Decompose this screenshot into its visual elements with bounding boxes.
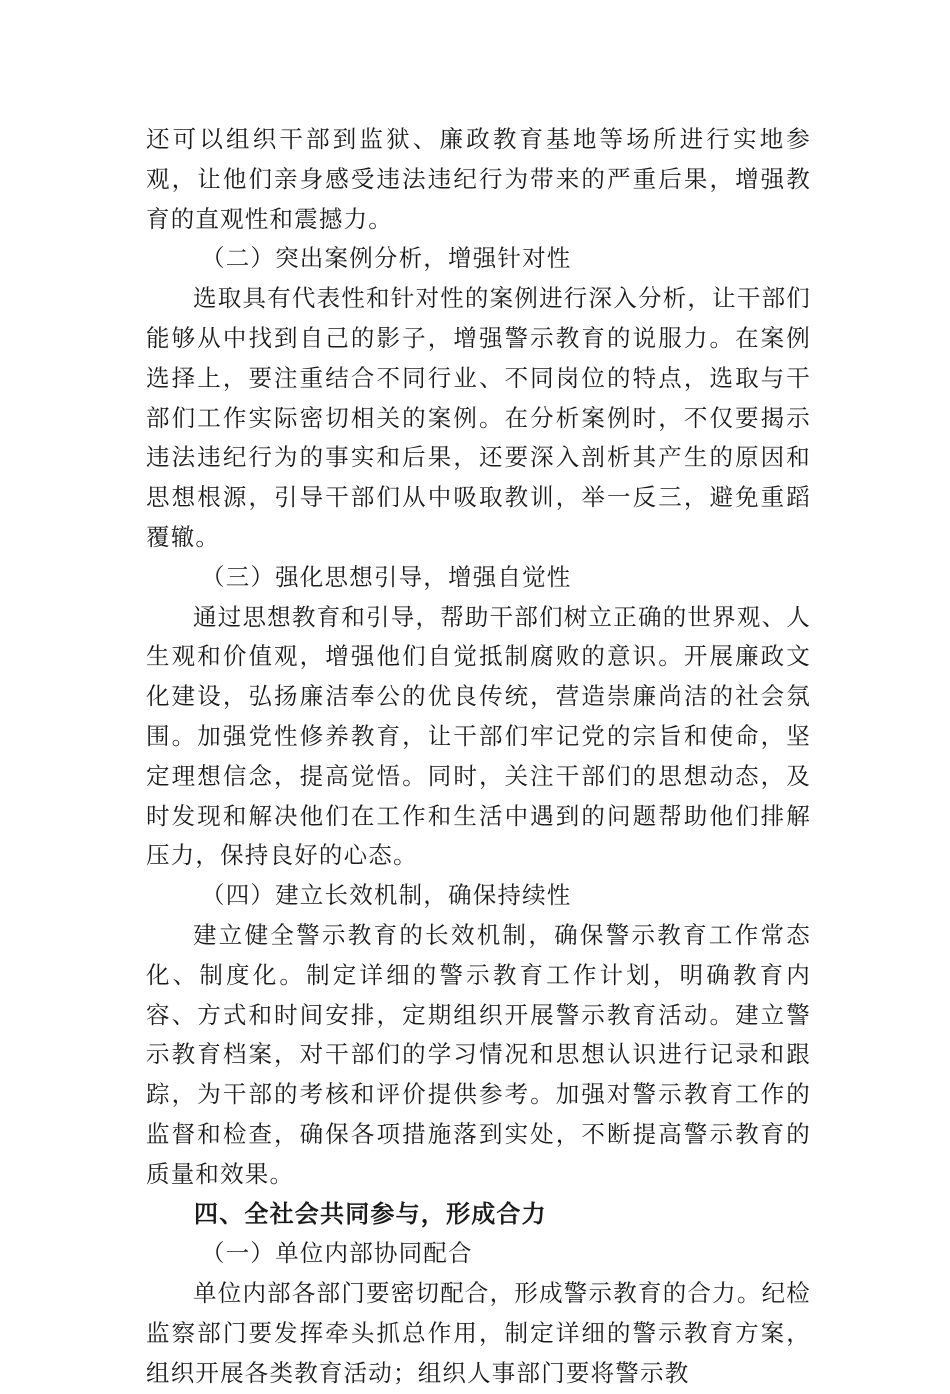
subheading-4: （四）建立长效机制，确保持续性 <box>201 881 572 910</box>
paragraph-thought-guidance: 通过思想教育和引导，帮助干部们树立正确的世界观、人生观和价值观，增强他们自觉抵制腐败的意识。开展廉政文化建设，弘扬廉洁奉公的优良传统，营造崇廉尚洁的社会氛围。加强党性修养教育，让干部们牢记党的宗旨和使命，坚定理想信念，提高觉悟。同时，关注干部们的思想动态，及时发现和解决他们在工作和生活中遇到的问题帮助他们排解压力，保持良好的心态。 <box>146 602 811 870</box>
section-heading-4: 四、全社会共同参与，形成合力 <box>194 1199 547 1228</box>
paragraph-long-term-mechanism: 建立健全警示教育的长效机制，确保警示教育工作常态化、制度化。制定详细的警示教育工作计划，明确教育内容、方式和时间安排，定期组织开展警示教育活动。建立警示教育档案，对干部们的学习情况和思想认识进行记录和跟踪，为干部的考核和评价提供参考。加强对警示教育工作的监督和检查，确保各项措施落到实处，不断提高警示教育的质量和效果。 <box>146 920 811 1188</box>
paragraph-continued: 还可以组织干部到监狱、廉政教育基地等场所进行实地参观，让他们亲身感受违法违纪行为带来的严重后果，增强教育的直观性和震撼力。 <box>146 125 811 233</box>
subheading-2: （二）突出案例分析，增强针对性 <box>201 244 572 273</box>
subheading-1: （一）单位内部协同配合 <box>201 1239 473 1268</box>
paragraph-internal-coordination: 单位内部各部门要密切配合，形成警示教育的合力。纪检监察部门要发挥牵头抓总作用，制定详细的警示教育方案，组织开展各类教育活动；组织人事部门要将警示教 <box>146 1279 811 1387</box>
paragraph-case-analysis: 选取具有代表性和针对性的案例进行深入分析，让干部们能够从中找到自己的影子，增强警示教育的说服力。在案例选择上，要注重结合不同行业、不同岗位的特点，选取与干部们工作实际密切相关的案例。在分析案例时，不仅要揭示违法违纪行为的事实和后果，还要深入剖析其产生的原因和思想根源，引导干部们从中吸取教训，举一反三，避免重蹈覆辙。 <box>146 284 811 551</box>
document-page <box>146 120 811 1394</box>
subheading-3: （三）强化思想引导，增强自觉性 <box>201 562 572 591</box>
